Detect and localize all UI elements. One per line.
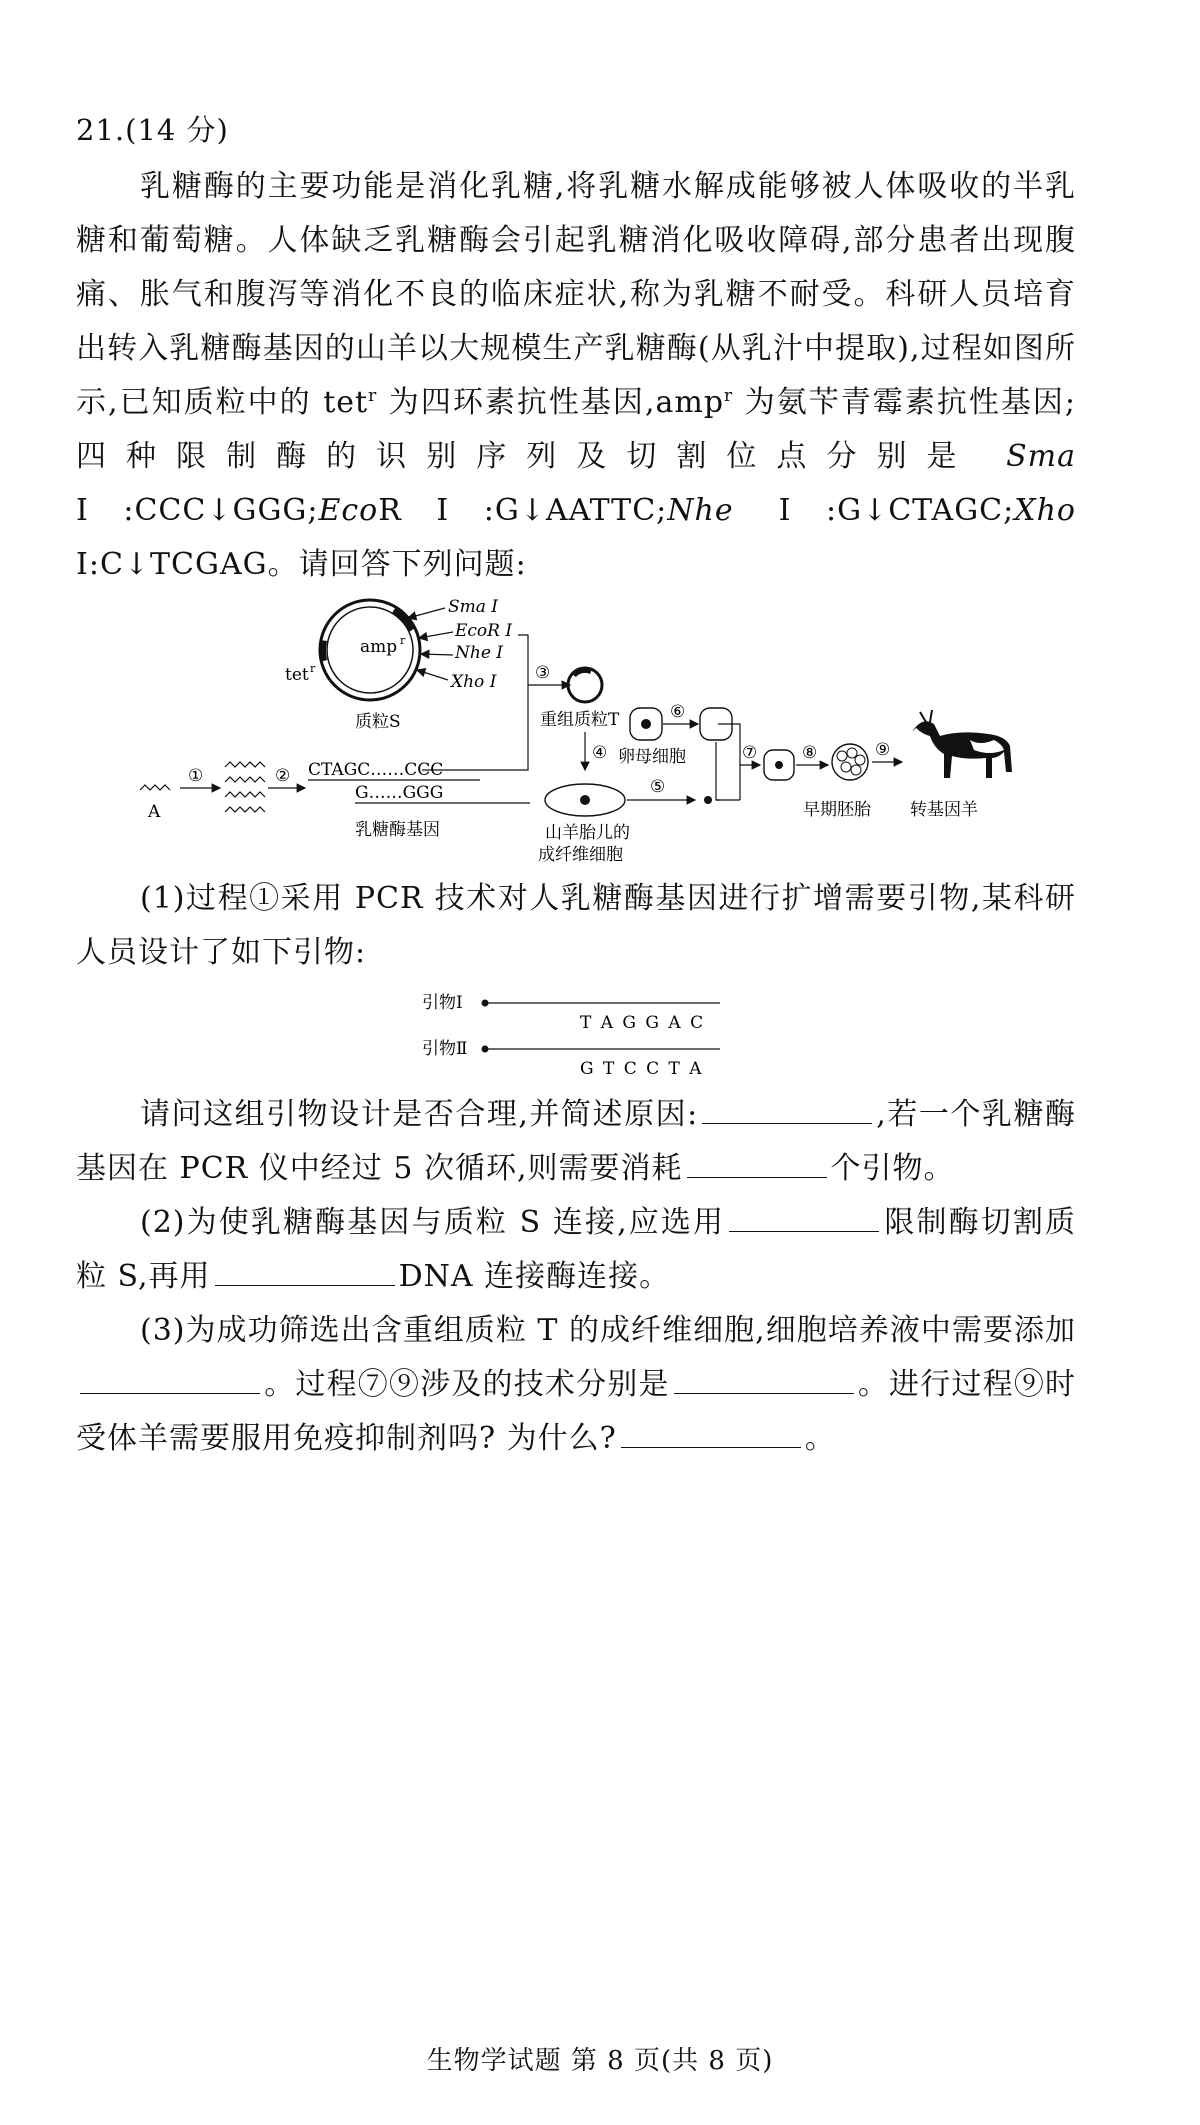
q1-text-3: 个引物。 — [830, 1151, 955, 1186]
sma-name: Sma — [1006, 439, 1076, 474]
gene-label: 乳糖酶基因 — [355, 820, 440, 840]
q2-text-2: 限制酶切割质粒 S,再用 — [76, 1205, 1077, 1294]
enzyme-nhe: Nhe Ⅰ — [455, 643, 504, 663]
fibroblast-label-2: 成纤维细胞 — [538, 845, 623, 865]
gene-bottom-seq: G……GGG — [355, 783, 444, 803]
q3-text-1: (3)为成功筛选出含重组质粒 T 的成纤维细胞,细胞培养液中需要添加 — [140, 1313, 1076, 1348]
embryo-label: 早期胚胎 — [803, 800, 871, 820]
reconstructed-cell — [764, 750, 794, 780]
tet-sup: r — [310, 662, 316, 675]
q1-text-2: ,若一个乳糖酶基因在 PCR 仪中经过 5 次循环,则需要消耗 — [76, 1097, 1076, 1186]
tet-superscript: r — [368, 386, 378, 406]
sma-site: Ⅰ:CCC↓GGG; — [76, 493, 319, 528]
enzyme-sma: Sma Ⅰ — [448, 597, 499, 617]
question-3 — [76, 1304, 1076, 1466]
page-footer: 生物学试题 第 8 页(共 8 页) — [426, 2046, 774, 2076]
oocyte-label: 卵母细胞 — [618, 747, 686, 767]
step-3: ③ — [535, 663, 551, 683]
step-4: ④ — [592, 743, 608, 763]
intro-text-1: 乳糖酶的主要功能是消化乳糖,将乳糖水解成能够被人体吸收的半乳糖和葡萄糖。人体缺乏乳糖酶会引起乳糖消化吸收障碍,部分患者出现腹痛、胀气和腹泻等消化不良的临床症状,称为乳糖不耐受。科研人员培育出转入乳糖酶基因的山羊以大规模生产乳糖酶(从乳汁中提取),过程如图所示,已知质粒中的 tet — [76, 169, 1076, 420]
q3-text-2: 。过程⑦⑨涉及的技术分别是 — [264, 1367, 670, 1402]
fibroblast-cell — [538, 784, 630, 865]
goat-label: 转基因羊 — [910, 800, 978, 820]
amp-label: amp — [360, 637, 398, 657]
q3-text-3: 。进行过程⑨时受体羊需要服用免疫抑制剂吗? 为什么? — [76, 1367, 1077, 1456]
primer-2-sequence: G T C C T A — [580, 1059, 704, 1079]
nhe-site: Ⅰ:G↓CTAGC; — [733, 493, 1015, 528]
answer-blank-1[interactable] — [702, 1093, 872, 1124]
question-1-intro: (1)过程①采用 PCR 技术对人乳糖酶基因进行扩增需要引物,某科研人员设计了如下引物: — [76, 881, 1076, 970]
step-8: ⑧ — [802, 743, 818, 763]
fibroblast-label-1: 山羊胎儿的 — [545, 823, 630, 843]
answer-blank-7[interactable] — [621, 1417, 801, 1448]
process-diagram — [130, 590, 1030, 880]
dna-amplification — [140, 762, 305, 822]
xho-site: Ⅰ:C↓TCGAG。请回答下列问题: — [76, 547, 527, 582]
q1-text-1: 请问这组引物设计是否合理,并简述原因: — [140, 1097, 699, 1132]
intro-text-3: 为氨苄青霉素抗性基因;四种限制酶的识别序列及切割位点分别是 — [76, 385, 1077, 474]
eco-site: RⅠ:G↓AATTC; — [378, 493, 668, 528]
recombinant-label: 重组质粒T — [540, 710, 620, 730]
step-2: ② — [275, 766, 291, 786]
step-7: ⑦ — [742, 743, 758, 763]
amp-superscript: r — [724, 386, 734, 406]
xho-name: Xho — [1014, 493, 1076, 528]
intro-paragraph — [76, 160, 1076, 592]
lactase-gene — [308, 760, 530, 840]
q2-text-1: (2)为使乳糖酶基因与质粒 S 连接,应选用 — [140, 1205, 726, 1240]
oocyte — [618, 702, 732, 767]
intro-text-2: 为四环素抗性基因,amp — [377, 385, 725, 420]
a-label: A — [148, 802, 161, 822]
answer-blank-4[interactable] — [215, 1255, 395, 1286]
gene-top-seq: CTAGC……CCC — [308, 760, 444, 780]
question-1-body — [76, 1088, 1076, 1196]
enzyme-xho: Xho Ⅰ — [451, 672, 497, 692]
question-header — [76, 108, 229, 149]
step-1: ① — [188, 766, 204, 786]
question-number: 21. — [76, 113, 126, 147]
answer-blank-2[interactable] — [687, 1147, 827, 1178]
nhe-name: Nhe — [667, 493, 734, 528]
question-2 — [76, 1196, 1076, 1304]
step-5: ⑤ — [650, 777, 666, 797]
plasmid-s — [285, 600, 420, 732]
primer-2-label: 引物Ⅱ — [422, 1039, 468, 1059]
answer-blank-3[interactable] — [729, 1201, 879, 1232]
q2-text-3: DNA 连接酶连接。 — [398, 1259, 671, 1294]
question-score: (14 分) — [125, 113, 229, 147]
tet-label: tet — [285, 665, 309, 685]
plasmid-label: 质粒S — [355, 712, 401, 732]
answer-blank-5[interactable] — [80, 1363, 260, 1394]
answer-blank-6[interactable] — [674, 1363, 854, 1394]
primer-diagram — [420, 990, 740, 1080]
transgenic-goat-icon — [910, 710, 1012, 820]
step-9: ⑨ — [875, 740, 891, 760]
q3-text-4: 。 — [804, 1421, 836, 1456]
primer-1-sequence: T A G G A C — [580, 1013, 706, 1033]
recombinant-plasmid — [540, 668, 620, 730]
enzyme-labels — [408, 597, 512, 692]
amp-sup: r — [400, 634, 406, 647]
enzyme-ecor: EcoR Ⅰ — [455, 621, 513, 641]
step-6: ⑥ — [670, 702, 686, 722]
eco-name: Eco — [318, 493, 379, 528]
primer-1-label: 引物Ⅰ — [422, 993, 463, 1013]
nucleus — [704, 796, 712, 804]
